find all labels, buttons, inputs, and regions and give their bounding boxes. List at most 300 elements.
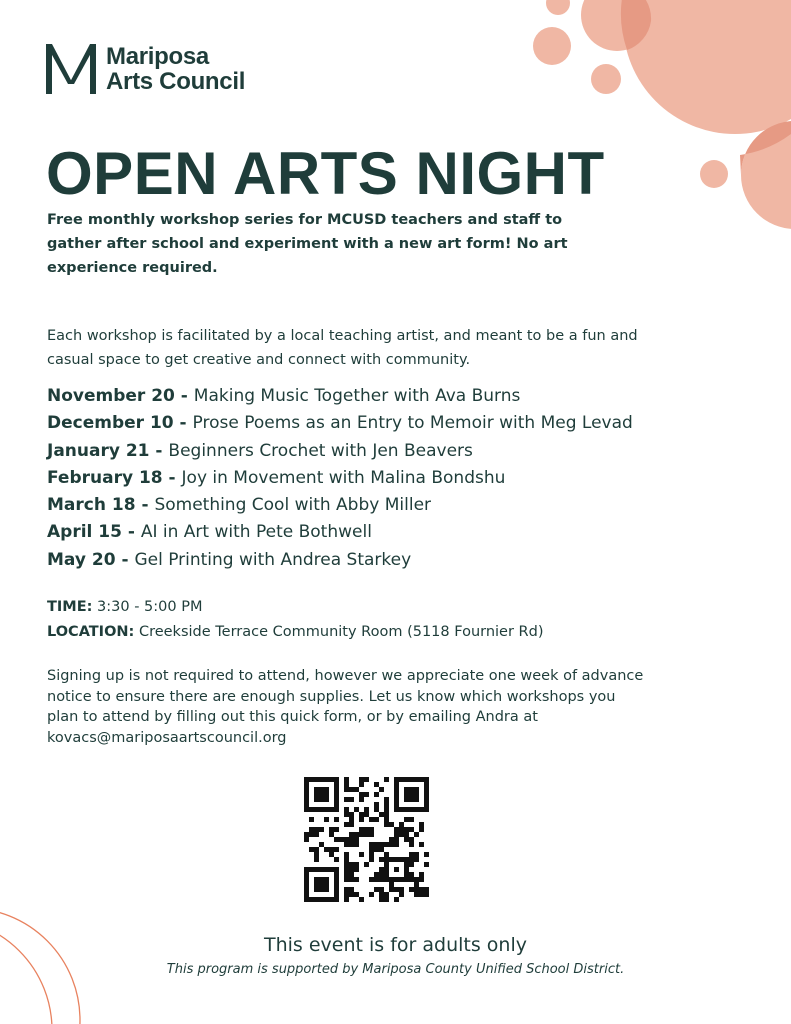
qr-module — [329, 827, 334, 832]
qr-module — [324, 847, 329, 852]
qr-module — [344, 887, 349, 892]
qr-module — [399, 877, 404, 882]
qr-module — [334, 787, 339, 792]
qr-module — [409, 817, 414, 822]
qr-module — [304, 872, 309, 877]
qr-module — [394, 807, 399, 812]
qr-module — [334, 882, 339, 887]
qr-module — [379, 897, 384, 902]
qr-module — [374, 782, 379, 787]
qr-module — [389, 877, 394, 882]
qr-module — [384, 897, 389, 902]
qr-module — [319, 797, 324, 802]
qr-module — [304, 837, 309, 842]
schedule-separator: - — [149, 440, 169, 461]
qr-module — [394, 782, 399, 787]
qr-module — [404, 877, 409, 882]
qr-module — [394, 777, 399, 782]
qr-module — [334, 782, 339, 787]
qr-module — [404, 837, 409, 842]
schedule-desc: Making Music Together with Ava Burns — [193, 386, 521, 406]
qr-module — [334, 777, 339, 782]
qr-module — [329, 852, 334, 857]
qr-module — [414, 882, 419, 887]
qr-module — [359, 852, 364, 857]
schedule-separator: - — [173, 413, 193, 434]
qr-module — [409, 777, 414, 782]
qr-module — [409, 862, 414, 867]
qr-module — [319, 887, 324, 892]
qr-module — [319, 792, 324, 797]
qr-module — [349, 837, 354, 842]
qr-module — [304, 787, 309, 792]
qr-module — [354, 862, 359, 867]
qr-module — [314, 807, 319, 812]
qr-module — [374, 807, 379, 812]
qr-module — [304, 832, 309, 837]
logo-line-1: Mariposa — [106, 43, 209, 70]
qr-module — [344, 897, 349, 902]
qr-module — [324, 777, 329, 782]
qr-module — [324, 787, 329, 792]
qr-module — [414, 787, 419, 792]
qr-module — [424, 792, 429, 797]
qr-module — [419, 842, 424, 847]
qr-module — [349, 817, 354, 822]
logo-m-icon — [46, 44, 98, 94]
qr-module — [344, 852, 349, 857]
qr-module — [394, 832, 399, 837]
qr-module — [379, 877, 384, 882]
circle-lower-overlap — [740, 121, 791, 175]
qr-module — [359, 792, 364, 797]
schedule-separator: - — [162, 467, 182, 488]
qr-module — [354, 832, 359, 837]
qr-module — [314, 797, 319, 802]
intro-text: Each workshop is facilitated by a local teaching artist, and meant to be a fun and casual space to get creative and connect with community. — [47, 328, 638, 368]
adults-only-notice: This event is for adults only — [263, 934, 527, 956]
qr-module — [319, 842, 324, 847]
qr-module — [379, 847, 384, 852]
qr-module — [409, 797, 414, 802]
qr-module — [394, 802, 399, 807]
qr-module — [304, 882, 309, 887]
qr-module — [424, 887, 429, 892]
qr-module — [359, 782, 364, 787]
circle-tiny-right — [700, 160, 728, 188]
circle-lower-right — [741, 121, 791, 229]
qr-module — [324, 877, 329, 882]
qr-module — [334, 867, 339, 872]
qr-module — [334, 827, 339, 832]
qr-module — [319, 787, 324, 792]
qr-module — [359, 777, 364, 782]
qr-module — [344, 867, 349, 872]
circle-small-right — [591, 64, 621, 94]
qr-module — [374, 817, 379, 822]
qr-module — [334, 877, 339, 882]
qr-module — [379, 842, 384, 847]
qr-module — [359, 797, 364, 802]
qr-module — [424, 787, 429, 792]
qr-module — [389, 882, 394, 887]
qr-module — [309, 817, 314, 822]
qr-module — [334, 847, 339, 852]
qr-module — [344, 857, 349, 862]
schedule-desc: Gel Printing with Andrea Starkey — [134, 549, 412, 570]
schedule-item — [47, 547, 633, 574]
qr-module — [404, 832, 409, 837]
qr-module — [314, 787, 319, 792]
qr-module — [364, 862, 369, 867]
qr-module — [334, 837, 339, 842]
qr-module — [379, 872, 384, 877]
qr-module — [374, 872, 379, 877]
qr-module — [349, 872, 354, 877]
schedule-separator: - — [135, 495, 155, 516]
qr-module — [314, 827, 319, 832]
qr-module — [409, 852, 414, 857]
schedule-date: February 18 — [47, 467, 163, 488]
qr-module — [394, 877, 399, 882]
qr-module — [424, 777, 429, 782]
qr-module — [419, 827, 424, 832]
qr-module — [344, 842, 349, 847]
qr-module — [379, 867, 384, 872]
circle-mid-top — [581, 0, 653, 51]
qr-module — [384, 872, 389, 877]
schedule-item — [47, 492, 633, 519]
qr-module — [414, 892, 419, 897]
qr-module — [384, 892, 389, 897]
circle-left-mid — [533, 27, 571, 65]
qr-module — [384, 797, 389, 802]
qr-module — [324, 897, 329, 902]
qr-module — [369, 827, 374, 832]
qr-module — [394, 827, 399, 832]
qr-module — [334, 872, 339, 877]
qr-module — [369, 817, 374, 822]
schedule-separator: - — [174, 386, 194, 406]
qr-module — [384, 777, 389, 782]
qr-module — [334, 807, 339, 812]
location-label: LOCATION: — [47, 624, 135, 640]
schedule-separator: - — [121, 522, 141, 543]
qr-module — [344, 807, 349, 812]
qr-module — [424, 807, 429, 812]
time-line — [47, 595, 543, 620]
schedule-desc: Beginners Crochet with Jen Beavers — [168, 440, 473, 461]
qr-module — [304, 802, 309, 807]
qr-module — [314, 777, 319, 782]
qr-module — [374, 802, 379, 807]
qr-module — [319, 867, 324, 872]
qr-module — [334, 887, 339, 892]
qr-module — [414, 852, 419, 857]
qr-module — [334, 892, 339, 897]
qr-module — [409, 877, 414, 882]
qr-module — [379, 857, 384, 862]
qr-module — [304, 782, 309, 787]
qr-module — [344, 797, 349, 802]
page-title: OPEN ARTS NIGHT — [46, 140, 605, 207]
qr-module — [409, 827, 414, 832]
qr-module — [369, 842, 374, 847]
qr-module — [364, 827, 369, 832]
qr-module — [359, 832, 364, 837]
workshop-schedule — [47, 383, 633, 574]
qr-module — [399, 857, 404, 862]
qr-module — [399, 827, 404, 832]
qr-module — [349, 862, 354, 867]
schedule-date: May 20 — [47, 549, 116, 570]
qr-module — [394, 857, 399, 862]
qr-module — [414, 887, 419, 892]
qr-module — [389, 842, 394, 847]
qr-module — [414, 792, 419, 797]
qr-module — [384, 857, 389, 862]
qr-module — [349, 787, 354, 792]
qr-module — [399, 892, 404, 897]
qr-module — [349, 842, 354, 847]
qr-module — [419, 892, 424, 897]
qr-module — [419, 822, 424, 827]
qr-module — [324, 882, 329, 887]
qr-module — [384, 802, 389, 807]
schedule-item — [47, 438, 633, 465]
support-note: This program is supported by Mariposa County Unified School District. — [166, 962, 625, 977]
qr-module — [324, 797, 329, 802]
qr-module — [404, 872, 409, 877]
qr-module — [379, 887, 384, 892]
schedule-desc: Joy in Movement with Malina Bondshu — [181, 467, 506, 488]
qr-module — [359, 817, 364, 822]
qr-module — [364, 832, 369, 837]
qr-module — [369, 852, 374, 857]
qr-module — [324, 792, 329, 797]
qr-module — [394, 792, 399, 797]
qr-module — [304, 867, 309, 872]
qr-module — [384, 867, 389, 872]
qr-module — [369, 857, 374, 862]
qr-module — [329, 867, 334, 872]
qr-module — [329, 777, 334, 782]
qr-module — [414, 777, 419, 782]
qr-module — [409, 837, 414, 842]
qr-module — [334, 802, 339, 807]
schedule-item — [47, 465, 633, 492]
qr-module — [304, 797, 309, 802]
qr-module — [394, 797, 399, 802]
schedule-date: March 18 — [47, 495, 136, 516]
qr-module — [349, 877, 354, 882]
qr-module — [339, 837, 344, 842]
qr-module — [304, 892, 309, 897]
qr-module — [349, 867, 354, 872]
qr-module — [414, 832, 419, 837]
qr-module — [399, 807, 404, 812]
qr-module — [399, 887, 404, 892]
circle-small-top — [546, 0, 570, 15]
qr-module — [424, 802, 429, 807]
qr-module — [359, 897, 364, 902]
qr-module — [349, 832, 354, 837]
qr-module — [324, 887, 329, 892]
qr-module — [354, 837, 359, 842]
qr-module — [419, 807, 424, 812]
qr-module — [404, 787, 409, 792]
circle-big-top-right — [623, 0, 791, 134]
qr-module — [309, 847, 314, 852]
qr-module — [304, 807, 309, 812]
qr-module — [409, 807, 414, 812]
qr-module — [359, 812, 364, 817]
qr-module — [414, 857, 419, 862]
qr-module — [344, 872, 349, 877]
qr-module — [329, 807, 334, 812]
schedule-desc: Prose Poems as an Entry to Memoir with Meg Levad — [192, 413, 633, 434]
qr-module — [324, 867, 329, 872]
qr-module — [359, 827, 364, 832]
qr-module — [314, 887, 319, 892]
qr-module — [309, 827, 314, 832]
qr-module — [304, 897, 309, 902]
qr-module — [399, 832, 404, 837]
qr-module — [364, 812, 369, 817]
qr-module — [389, 822, 394, 827]
qr-module — [369, 847, 374, 852]
qr-module — [394, 867, 399, 872]
qr-module — [344, 812, 349, 817]
logo — [46, 44, 245, 94]
circle-overlap — [621, 0, 651, 50]
qr-module — [314, 792, 319, 797]
qr-module — [394, 887, 399, 892]
location-line — [47, 620, 543, 645]
qr-module — [334, 897, 339, 902]
qr-module — [424, 782, 429, 787]
schedule-item — [47, 519, 633, 546]
qr-module — [334, 797, 339, 802]
qr-module — [414, 807, 419, 812]
qr-module — [384, 812, 389, 817]
logo-line-2: Arts Council — [106, 68, 246, 95]
qr-module — [329, 847, 334, 852]
qr-module — [424, 862, 429, 867]
qr-module — [309, 807, 314, 812]
qr-module — [354, 842, 359, 847]
qr-module — [324, 817, 329, 822]
qr-module — [314, 832, 319, 837]
subtitle: Free monthly workshop series for MCUSD teachers and staff to gather after school and experiment with a new art form! No art experience required. — [47, 212, 568, 276]
qr-module — [314, 852, 319, 857]
qr-module — [409, 887, 414, 892]
qr-module — [344, 892, 349, 897]
qr-module — [419, 777, 424, 782]
signup-text: Signing up is not required to attend, however we appreciate one week of advance notice to ensure there are enough supplies. Let us know which workshops you plan to attend by filling out this quick form, or by emailing Andra at kovacs@mariposaartscouncil.org — [47, 668, 644, 746]
qr-module — [349, 892, 354, 897]
qr-module — [319, 807, 324, 812]
qr-module — [399, 777, 404, 782]
qr-module — [384, 807, 389, 812]
schedule-desc: Something Cool with Abby Miller — [154, 495, 432, 516]
qr-module — [324, 807, 329, 812]
qr-module — [319, 882, 324, 887]
qr-module — [314, 897, 319, 902]
qr-module — [379, 812, 384, 817]
qr-module — [379, 892, 384, 897]
qr-module — [344, 782, 349, 787]
qr-module — [374, 792, 379, 797]
qr-module — [374, 887, 379, 892]
qr-module — [384, 877, 389, 882]
qr-module — [384, 852, 389, 857]
qr-module — [319, 777, 324, 782]
qr-module — [414, 877, 419, 882]
qr-module — [409, 787, 414, 792]
qr-module — [314, 882, 319, 887]
location-value: Creekside Terrace Community Room (5118 Fournier Rd) — [134, 624, 544, 640]
qr-module — [319, 827, 324, 832]
qr-module — [384, 862, 389, 867]
qr-module — [404, 817, 409, 822]
schedule-item — [47, 410, 633, 437]
qr-module — [344, 862, 349, 867]
qr-module — [314, 877, 319, 882]
qr-code-icon[interactable] — [304, 777, 429, 902]
schedule-date: January 21 — [47, 440, 150, 461]
schedule-separator: - — [115, 549, 135, 570]
qr-module — [394, 897, 399, 902]
qr-module — [369, 877, 374, 882]
qr-module — [409, 872, 414, 877]
qr-module — [309, 777, 314, 782]
qr-module — [349, 812, 354, 817]
qr-module — [409, 842, 414, 847]
qr-module — [304, 887, 309, 892]
qr-module — [344, 837, 349, 842]
schedule-date: December 10 — [47, 413, 174, 434]
qr-module — [344, 787, 349, 792]
qr-module — [424, 797, 429, 802]
qr-module — [329, 897, 334, 902]
qr-module — [404, 867, 409, 872]
qr-module — [404, 797, 409, 802]
qr-module — [374, 847, 379, 852]
qr-module — [304, 877, 309, 882]
qr-module — [319, 877, 324, 882]
qr-module — [319, 897, 324, 902]
qr-module — [329, 832, 334, 837]
qr-module — [424, 892, 429, 897]
qr-module — [374, 877, 379, 882]
qr-module — [354, 892, 359, 897]
schedule-date: April 15 — [47, 522, 122, 543]
qr-module — [384, 817, 389, 822]
qr-module — [349, 822, 354, 827]
qr-module — [309, 832, 314, 837]
qr-module — [404, 827, 409, 832]
qr-module — [364, 792, 369, 797]
qr-module — [364, 777, 369, 782]
qr-module — [354, 867, 359, 872]
qr-module — [419, 872, 424, 877]
qr-module — [334, 792, 339, 797]
qr-module — [374, 842, 379, 847]
qr-module — [409, 857, 414, 862]
qr-module — [384, 822, 389, 827]
qr-module — [354, 807, 359, 812]
